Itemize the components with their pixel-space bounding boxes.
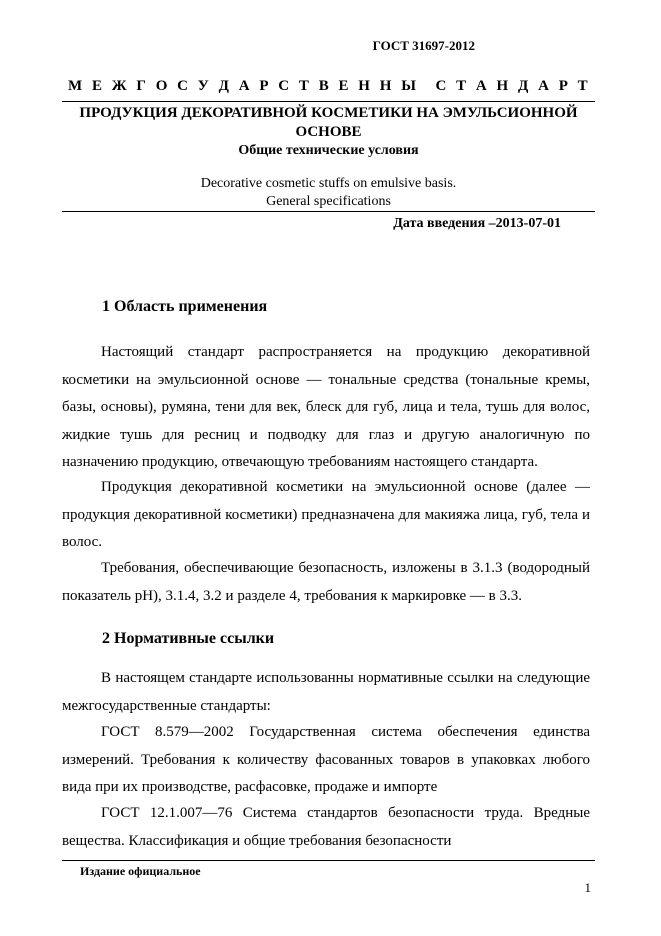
letter: Г <box>136 78 146 94</box>
letter: М <box>68 78 83 94</box>
section-2-paragraph-2: ГОСТ 8.579—2002 Государственная система обеспечения единства измерений. Требования к количеству фасованных товаров в упаковках любого вида при их производстве, расфасовке, продаже и импорте <box>62 724 590 795</box>
letter: Т <box>456 78 467 94</box>
english-title-line-1: Decorative cosmetic stuffs on emulsive basis. <box>200 176 457 191</box>
letter: Р <box>259 78 269 94</box>
section-1-paragraph-1: Настоящий стандарт распространяется на продукцию декоративной косметики на эмульсионной основе — тональные средства (тональные кремы, базы, основы), румяна, тени для век, блеск для губ, лица и тела, тушь для волос, жидкие тушь для ресниц и подводку для глаз и другую аналогичную по назначению продукцию, отвечающую требованиям настоящего стандарта. <box>62 344 590 470</box>
section-1-heading: 1 Область применения <box>102 298 268 315</box>
letter: В <box>318 78 329 94</box>
letter: Д <box>218 78 229 94</box>
standard-type-heading <box>68 78 588 95</box>
official-edition-label: Издание официальное <box>80 864 201 878</box>
letter: Н <box>496 78 509 94</box>
letter: Ы <box>401 78 416 94</box>
letter: Н <box>358 78 370 94</box>
title-rule <box>62 211 595 212</box>
letter: Е <box>91 78 102 94</box>
title-line-1: ПРОДУКЦИЯ ДЕКОРАТИВНОЙ КОСМЕТИКИ НА ЭМУЛЬСИОННОЙ <box>79 105 578 121</box>
section-1-paragraph-3: Требования, обеспечивающие безопасность, изложены в 3.1.3 (водородный показатель рН), 3.1.4, 3.2 и разделе 4, требования к маркировке — в 3.3. <box>62 560 590 604</box>
section-2-paragraph-1: В настоящем стандарте использованны нормативные ссылки на следующие межгосударственные стандарты: <box>62 670 590 714</box>
letter: А <box>475 78 487 94</box>
letter: Ж <box>111 78 127 94</box>
header-rule <box>62 101 595 102</box>
letter: У <box>197 78 209 94</box>
document-title <box>62 104 595 142</box>
gost-code: ГОСТ 31697-2012 <box>372 38 475 53</box>
letter: Р <box>558 78 568 94</box>
footer-rule <box>62 860 595 861</box>
english-title-line-2: General specifications <box>266 194 391 209</box>
letter: С <box>435 78 447 94</box>
section-2-heading: 2 Нормативные ссылки <box>102 630 275 647</box>
effective-date: Дата введения –2013-07-01 <box>393 216 561 231</box>
document-subtitle: Общие технические условия <box>238 143 419 158</box>
letter: Н <box>379 78 392 94</box>
letter: Т <box>577 78 588 94</box>
section-2-paragraph-3: ГОСТ 12.1.007—76 Система стандартов безопасности труда. Вредные вещества. Классификация и общие требования безопасности <box>62 805 590 849</box>
section-1-paragraph-2: Продукция декоративной косметики на эмульсионной основе (далее — продукция декоративной косметики) предназначена для макияжа лица, губ, тела и волос. <box>62 479 590 550</box>
letter: А <box>538 78 549 94</box>
letter: А <box>238 78 250 94</box>
english-title <box>62 175 595 211</box>
letter: О <box>155 78 168 94</box>
letter: Т <box>298 78 309 94</box>
page-number: 1 <box>584 880 591 895</box>
letter: С <box>177 78 188 94</box>
letter: Е <box>338 78 349 94</box>
letter: Д <box>517 78 529 94</box>
title-line-2: ОСНОВЕ <box>295 124 362 140</box>
letter: С <box>278 78 290 94</box>
